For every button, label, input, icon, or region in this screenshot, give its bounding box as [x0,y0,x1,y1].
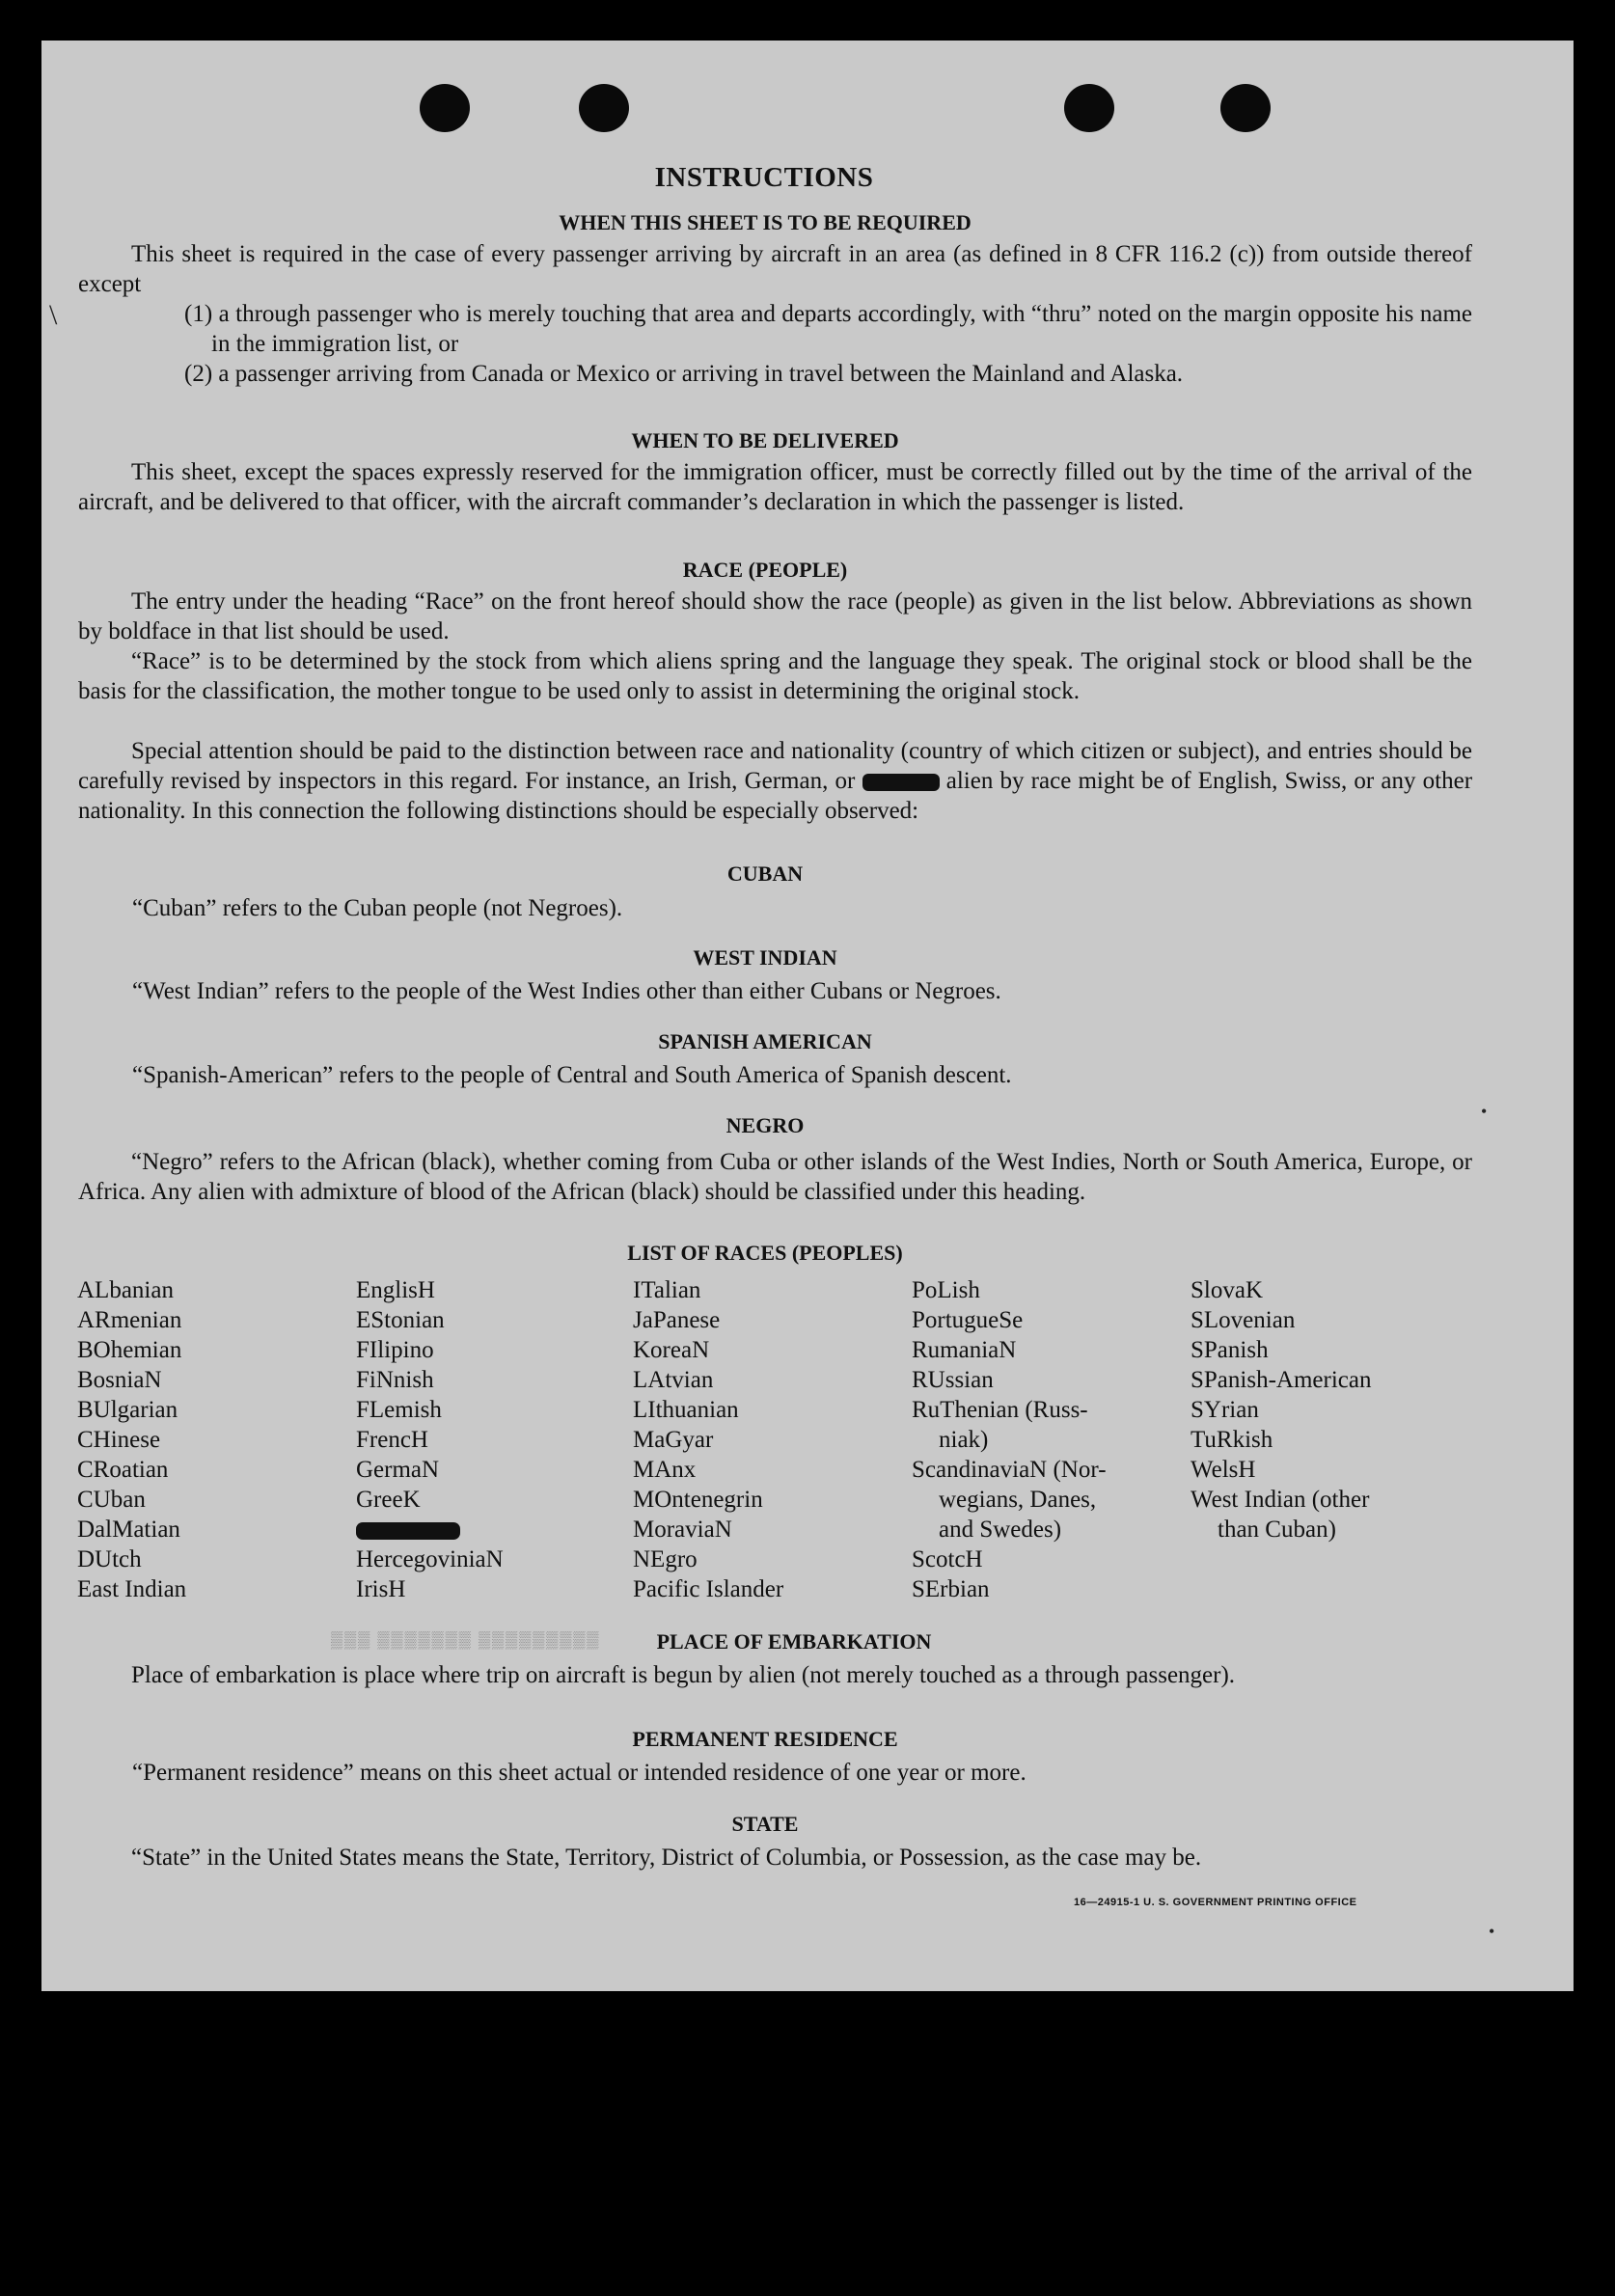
heading-negro: NEGRO [725,1113,805,1137]
race-entry-redacted [356,1515,504,1544]
faded-stamp-mark: ▒▒▒ ▒▒▒▒▒▒▒ ▒▒▒▒▒▒▒▒▒ [331,1630,601,1649]
margin-mark: • [1481,1102,1488,1121]
race-entry: PortugueSe [912,1307,1024,1333]
heading-state: STATE [731,1812,799,1836]
races-column-4 [912,1275,1107,1604]
race-paragraph-3-start: Special attention should be paid to the distinction between race and nationality (country of which citizen or subject), and entries should be carefully revised by inspectors in this regard. For instance, an Irish, German, or [78,738,1472,794]
race-entry: CRoatian [77,1457,169,1483]
race-entry: SPanish-American [1191,1367,1372,1393]
race-entry: Pacific Islander [633,1576,784,1602]
race-entry: ScandinaviaN (Nor- [912,1457,1107,1483]
heading-when-required: WHEN THIS SHEET IS TO BE REQUIRED [559,210,972,234]
races-column-3 [633,1275,783,1604]
race-entry: MAnx [633,1457,697,1483]
race-entry: LAtvian [633,1367,714,1393]
punch-hole [1064,84,1114,132]
punch-hole [579,84,629,132]
heading-when-delivered: WHEN TO BE DELIVERED [631,428,899,452]
race-paragraph-2: “Race” is to be determined by the stock from which aliens spring and the language they speak. The original stock or blood shall be the basis for the classification, the mother tongue to be used only to assist in determining the original stock. [78,648,1472,704]
race-entry: ARmenian [77,1307,182,1333]
race-entry: FIlipino [356,1337,434,1363]
race-entry: MaGyar [633,1427,714,1453]
races-column-2 [356,1275,504,1604]
required-intro: This sheet is required in the case of every passenger arriving by aircraft in an area (as defined in 8 CFR 116.2 (c)) from outside thereof except [78,241,1472,297]
page-title: INSTRUCTIONS [654,162,874,193]
race-entry: GermaN [356,1457,440,1483]
race-entry: PoLish [912,1277,980,1303]
race-entry: HercegoviniaN [356,1546,504,1572]
race-entry: WelsH [1191,1457,1256,1483]
race-entry: SYrian [1191,1397,1259,1423]
race-paragraph-3-end: alien by race might be of English, Swiss, or any other nationality. In this connection the following distinctions should be especially observed: [78,768,1473,824]
negro-text: “Negro” refers to the African (black), whether coming from Cuba or other islands of the West Indies, North or South America, Europe, or Africa. Any alien with admixture of blood of the African (black) should be classified under this heading. [78,1149,1472,1205]
margin-mark: • [1489,1922,1495,1941]
race-entry: LIthuanian [633,1397,739,1423]
delivered-text: This sheet, except the spaces expressly reserved for the immigration officer, must be correctly filled out by the time of the arrival of the aircraft, and be delivered to that officer, with the aircraft commander’s declaration in which the passenger is listed. [78,459,1472,515]
race-entry: MoraviaN [633,1517,732,1543]
race-entry: GreeK [356,1487,421,1513]
redaction-mark [356,1522,460,1540]
race-paragraph-3 [78,736,1472,826]
race-entry: FiNnish [356,1367,434,1393]
heading-spanish-american: SPANISH AMERICAN [658,1029,872,1053]
race-entry: BosniaN [77,1367,162,1393]
embarkation-text: Place of embarkation is place where trip on aircraft is begun by alien (not merely touched as a through passenger). [131,1662,1236,1688]
race-entry-continued: than Cuban) [1218,1517,1336,1543]
race-entry: NEgro [633,1546,698,1572]
cuban-text: “Cuban” refers to the Cuban people (not Negroes). [132,895,623,921]
race-entry: EStonian [356,1307,445,1333]
race-entry: DalMatian [77,1517,180,1543]
margin-mark: \ [49,299,58,331]
race-paragraph-1: The entry under the heading “Race” on the front hereof should show the race (people) as given in the list below. Abbreviations as shown by boldface in that list should be used. [78,588,1472,644]
race-entry: CHinese [77,1427,161,1453]
heading-race: RACE (PEOPLE) [682,558,848,582]
race-entry: RUssian [912,1367,994,1393]
race-entry-continued: wegians, Danes, [939,1487,1097,1513]
punch-hole [1220,84,1271,132]
required-item-1: (1) a through passenger who is merely touching that area and departs accordingly, with “thru” noted on the margin opposite his name in the immigration list, or [184,301,1472,357]
race-entry: TuRkish [1191,1427,1273,1453]
heading-cuban: CUBAN [726,861,804,886]
race-entry: BOhemian [77,1337,182,1363]
heading-list-of-races: LIST OF RACES (PEOPLES) [627,1241,903,1265]
race-entry: EnglisH [356,1277,435,1303]
state-text: “State” in the United States means the State, Territory, District of Columbia, or Possession, as the case may be. [131,1845,1202,1871]
race-entry: SlovaK [1191,1277,1263,1303]
race-entry: SLovenian [1191,1307,1296,1333]
spanish-american-text: “Spanish-American” refers to the people of Central and South America of Spanish descent. [132,1062,1012,1088]
race-entry: IrisH [356,1576,406,1602]
race-entry: RuThenian (Russ- [912,1397,1088,1423]
race-entry: SPanish [1191,1337,1269,1363]
heading-place-of-embarkation: PLACE OF EMBARKATION [656,1629,932,1654]
race-entry: ALbanian [77,1277,174,1303]
race-entry-continued: and Swedes) [939,1517,1062,1543]
race-entry: KoreaN [633,1337,710,1363]
race-entry-continued: niak) [939,1427,989,1453]
race-entry: RumaniaN [912,1337,1017,1363]
races-column-5 [1191,1275,1371,1544]
race-entry: DUtch [77,1546,142,1572]
residence-text: “Permanent residence” means on this sheet actual or intended residence of one year or more. [132,1760,1026,1786]
race-entry: BUlgarian [77,1397,178,1423]
heading-west-indian: WEST INDIAN [693,945,837,970]
heading-permanent-residence: PERMANENT RESIDENCE [632,1727,898,1751]
document-page [41,41,1574,1991]
race-entry: JaPanese [633,1307,721,1333]
race-entry: MOntenegrin [633,1487,763,1513]
printer-imprint: 16—24915-1 U. S. GOVERNMENT PRINTING OFFICE [1074,1897,1357,1908]
west-indian-text: “West Indian” refers to the people of the West Indies other than either Cubans or Negroes. [132,978,1001,1004]
race-entry: FLemish [356,1397,442,1423]
race-entry: CUban [77,1487,146,1513]
race-entry: ScotcH [912,1546,983,1572]
race-entry: East Indian [77,1576,187,1602]
race-entry: ITalian [633,1277,701,1303]
race-entry: West Indian (other [1191,1487,1370,1513]
redaction-mark [862,774,940,791]
required-item-2: (2) a passenger arriving from Canada or Mexico or arriving in travel between the Mainland and Alaska. [184,361,1184,387]
race-entry: SErbian [912,1576,990,1602]
races-column-1 [77,1275,186,1604]
punch-hole [420,84,470,132]
race-entry: FrencH [356,1427,428,1453]
